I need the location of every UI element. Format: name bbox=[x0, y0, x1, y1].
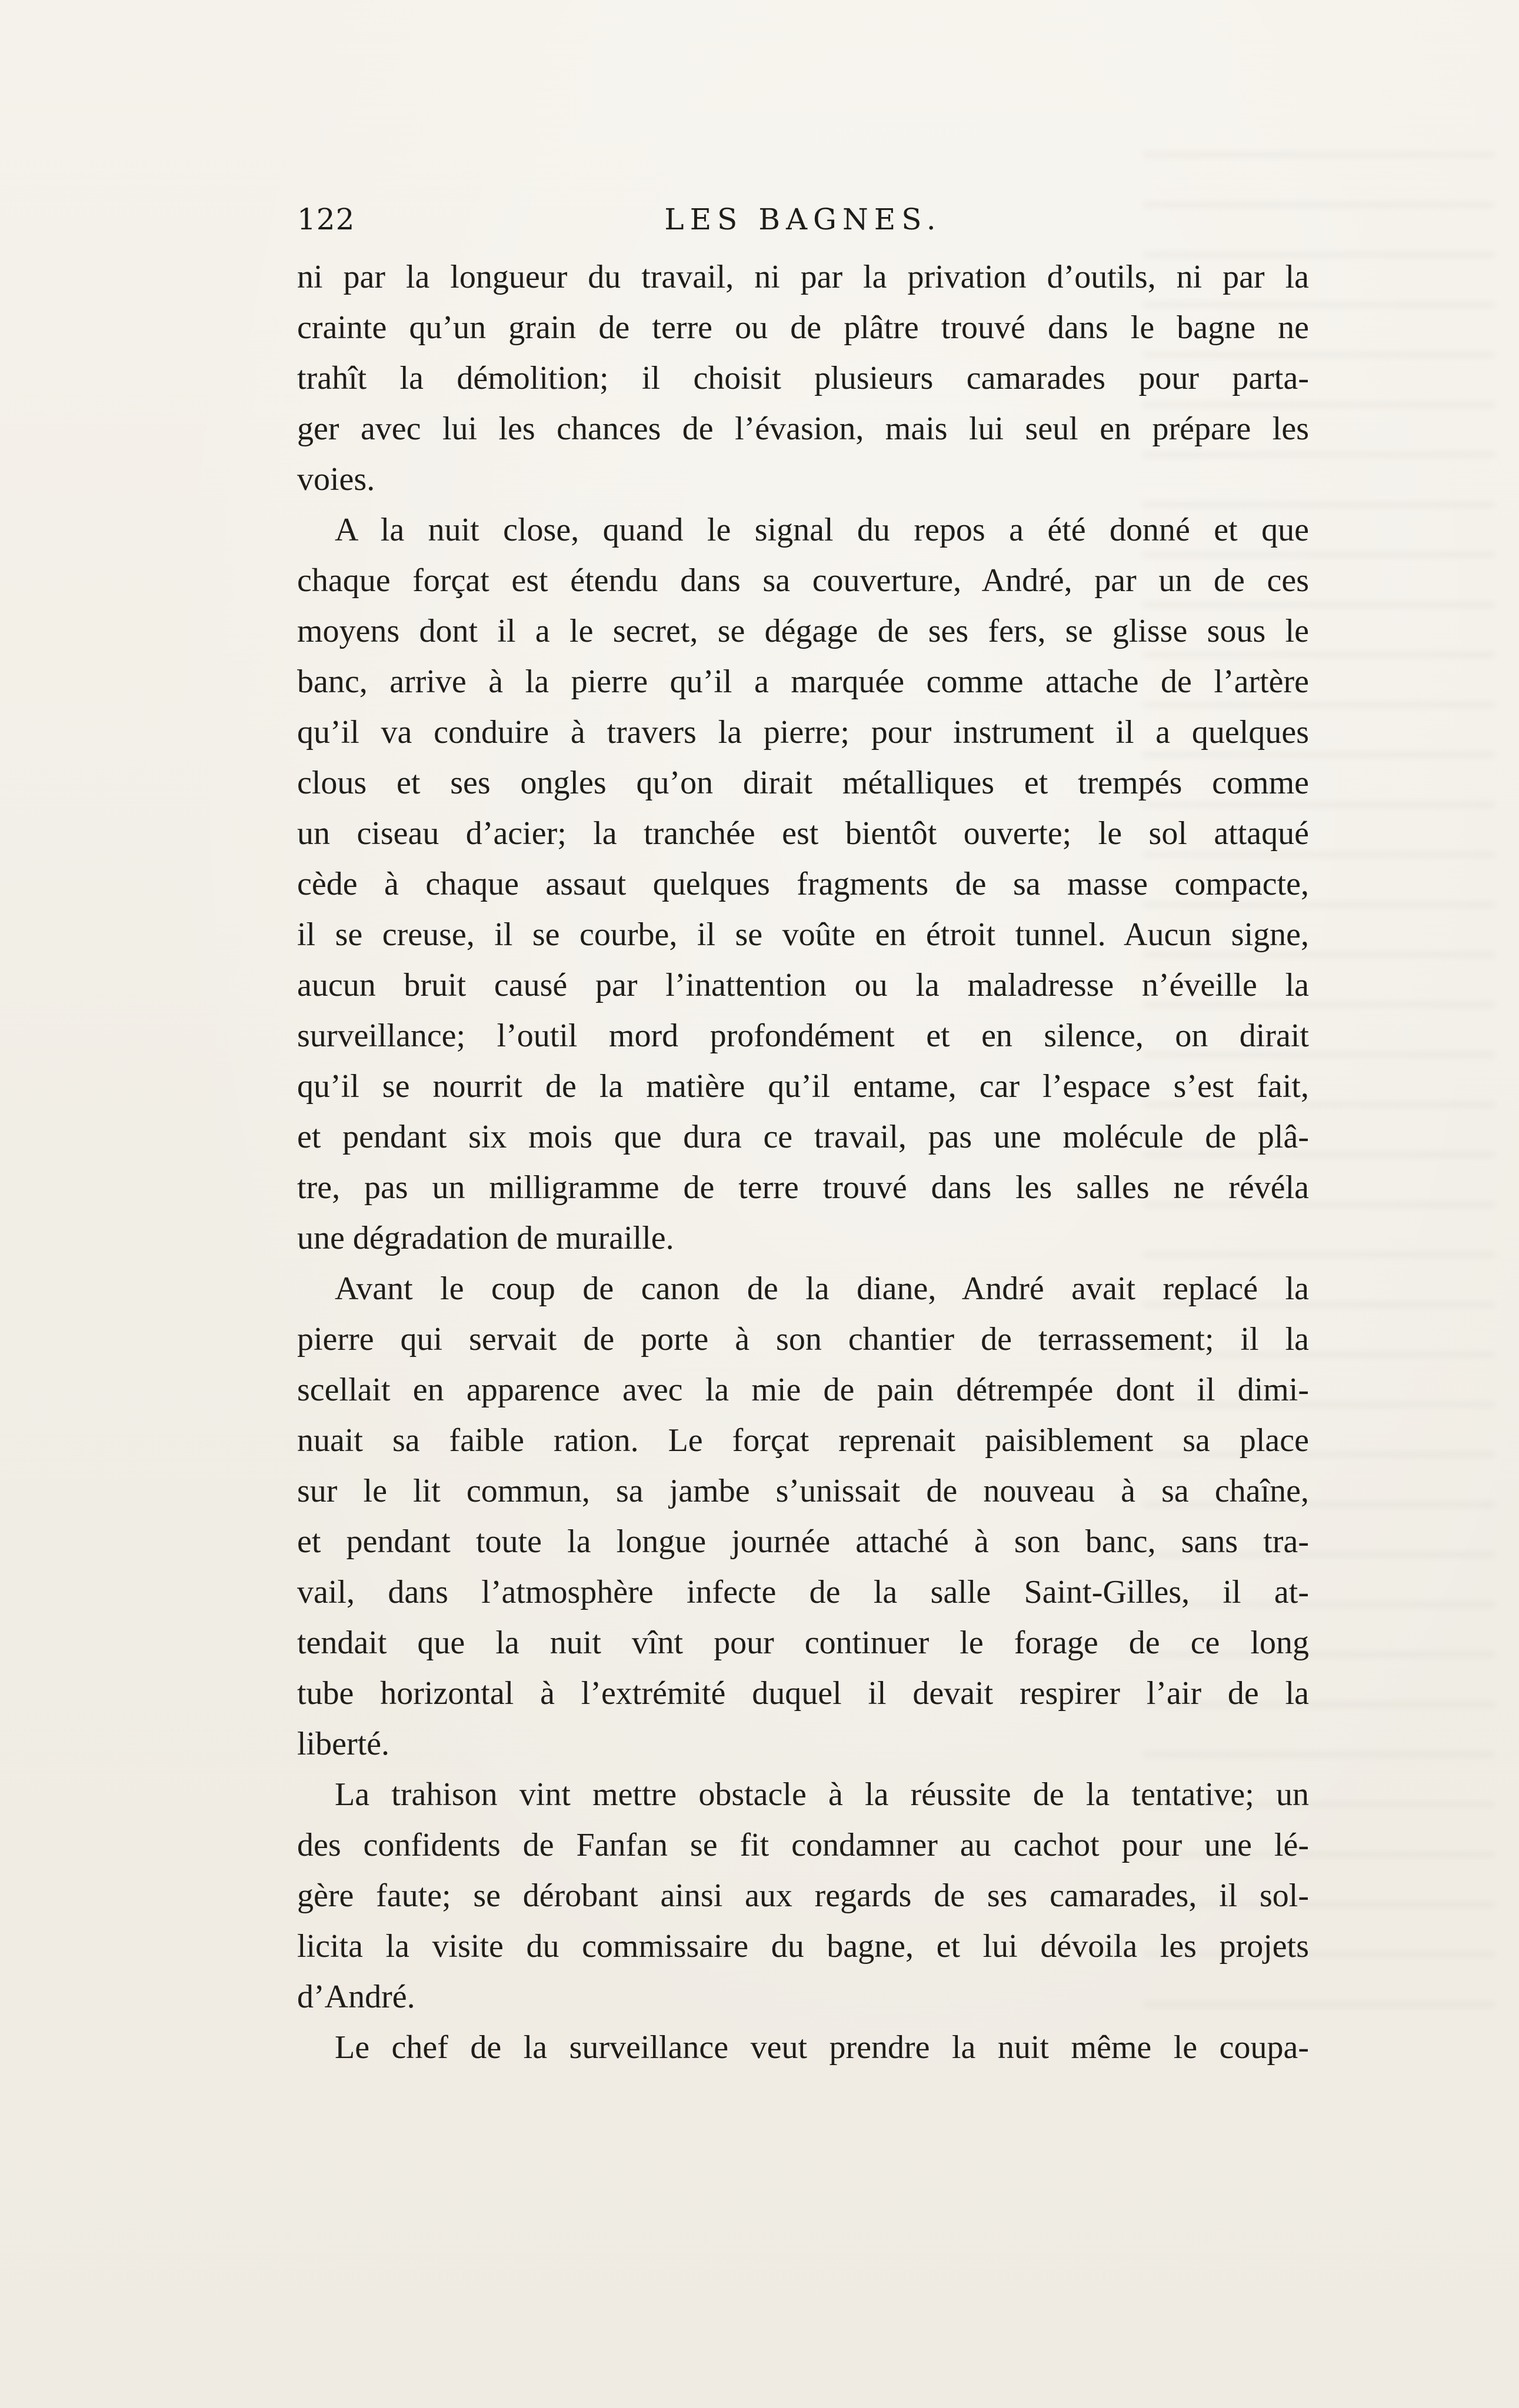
text-line: Avant le coup de canon de la diane, André avait replacé la bbox=[335, 1270, 1309, 1307]
text-line: moyens dont il a le secret, se dégage de ses fers, se glisse sous le bbox=[297, 613, 1309, 649]
text-line: cède à chaque assaut quelques fragments de sa masse compacte, bbox=[297, 866, 1309, 902]
text-line: nuait sa faible ration. Le forçat reprenait paisiblement sa place bbox=[297, 1422, 1309, 1459]
text-line: tube horizontal à l’extrémité duquel il devait respirer l’air de la bbox=[297, 1675, 1309, 1712]
body-text bbox=[297, 252, 1309, 2073]
text-line: trahît la démolition; il choisit plusieurs camarades pour parta- bbox=[297, 360, 1309, 396]
text-line: surveillance; l’outil mord profondément et en silence, on dirait bbox=[297, 1018, 1309, 1054]
page-number: 122 bbox=[297, 202, 355, 236]
running-head bbox=[297, 199, 1309, 246]
text-line: d’André. bbox=[297, 1979, 415, 2015]
text-line: il se creuse, il se courbe, il se voûte en étroit tunnel. Aucun signe, bbox=[297, 916, 1309, 953]
text-line: A la nuit close, quand le signal du repos a été donné et que bbox=[335, 512, 1309, 548]
text-line: chaque forçat est étendu dans sa couverture, André, par un de ces bbox=[297, 562, 1309, 599]
running-title: LES BAGNES. bbox=[664, 202, 942, 236]
text-line: un ciseau d’acier; la tranchée est bientôt ouverte; le sol attaqué bbox=[297, 815, 1309, 852]
text-line: qu’il va conduire à travers la pierre; pour instrument il a quelques bbox=[297, 714, 1309, 751]
text-line: et pendant toute la longue journée attaché à son banc, sans tra- bbox=[297, 1523, 1309, 1560]
text-line: scellait en apparence avec la mie de pain détrempée dont il dimi- bbox=[297, 1372, 1309, 1408]
text-line: tendait que la nuit vînt pour continuer le forage de ce long bbox=[297, 1625, 1309, 1661]
text-line: aucun bruit causé par l’inattention ou la maladresse n’éveille la bbox=[297, 967, 1309, 1003]
text-line: et pendant six mois que dura ce travail, pas une molécule de plâ- bbox=[297, 1119, 1309, 1155]
text-line: une dégradation de muraille. bbox=[297, 1220, 674, 1256]
text-line: gère faute; se dérobant ainsi aux regards de ses camarades, il sol- bbox=[297, 1877, 1309, 1914]
text-line: crainte qu’un grain de terre ou de plâtre trouvé dans le bagne ne bbox=[297, 309, 1309, 346]
text-line: Le chef de la surveillance veut prendre la nuit même le coupa- bbox=[335, 2029, 1309, 2066]
text-line: pierre qui servait de porte à son chantier de terrassement; il la bbox=[297, 1321, 1309, 1358]
text-line: ger avec lui les chances de l’évasion, mais lui seul en prépare les bbox=[297, 411, 1309, 447]
text-line: ni par la longueur du travail, ni par la privation d’outils, ni par la bbox=[297, 259, 1309, 295]
text-line: qu’il se nourrit de la matière qu’il entame, car l’espace s’est fait, bbox=[297, 1068, 1309, 1105]
text-line: banc, arrive à la pierre qu’il a marquée comme attache de l’artère bbox=[297, 663, 1309, 700]
text-line: clous et ses ongles qu’on dirait métalliques et trempés comme bbox=[297, 765, 1309, 801]
text-line: La trahison vint mettre obstacle à la réussite de la tentative; un bbox=[335, 1776, 1309, 1813]
text-line: vail, dans l’atmosphère infecte de la salle Saint-Gilles, il at- bbox=[297, 1574, 1309, 1610]
text-line: voies. bbox=[297, 461, 375, 498]
text-line: des confidents de Fanfan se fit condamner au cachot pour une lé- bbox=[297, 1827, 1309, 1863]
text-line: licita la visite du commissaire du bagne, et lui dévoila les projets bbox=[297, 1928, 1309, 1965]
text-line: sur le lit commun, sa jambe s’unissait de nouveau à sa chaîne, bbox=[297, 1473, 1309, 1509]
text-line: liberté. bbox=[297, 1726, 390, 1762]
text-line: tre, pas un milligramme de terre trouvé dans les salles ne révéla bbox=[297, 1169, 1309, 1206]
